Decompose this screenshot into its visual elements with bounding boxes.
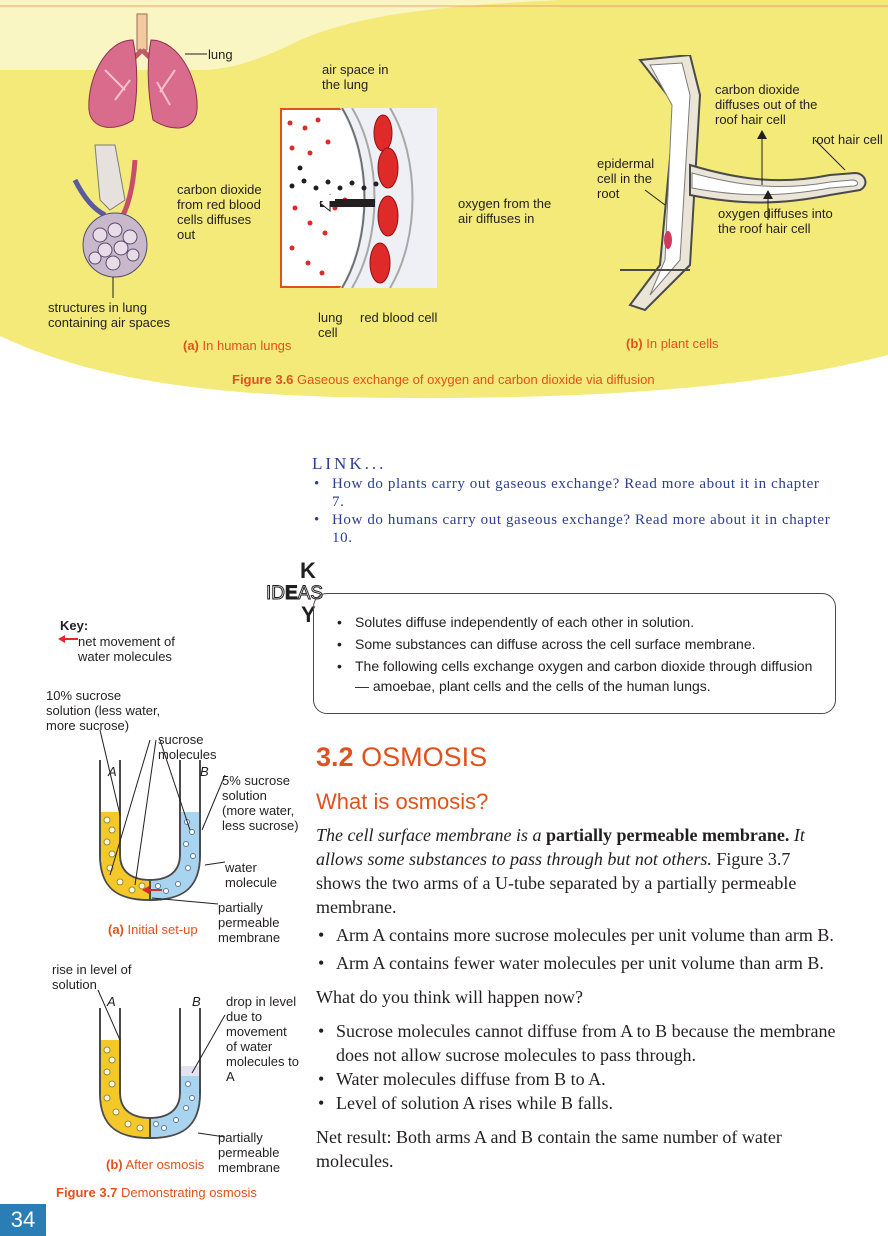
membrane-a-label: partially permeable membrane: [218, 900, 281, 945]
logo-letter: Y: [301, 602, 316, 627]
logo-letter: S: [310, 583, 324, 604]
key-item-label: net movement of water molecules: [78, 634, 175, 664]
figure-3-6-text: Gaseous exchange of oxygen and carbon dioxide via diffusion: [297, 372, 655, 387]
root-hair-label: root hair cell: [812, 132, 883, 147]
lung-detail-diagram: [280, 108, 437, 288]
red-blood-cell-label: red blood cell: [360, 310, 438, 325]
intro-paragraph: [316, 823, 838, 919]
intro-part-3: Figure 3.7 shows the two arms of a U-tube separated by a partially permeable membrane.: [316, 849, 797, 917]
oxygen-lung-label: oxygen from the air diffuses in: [458, 196, 552, 226]
arm-a-label-b: A: [107, 994, 116, 1009]
alveoli-illustration: [55, 140, 175, 300]
fig37-caption-a-prefix: (a): [108, 922, 124, 937]
fig37-caption-a: [108, 922, 198, 937]
rise-label: rise in level of solution: [52, 962, 132, 992]
bullet-item: • Water molecules diffuse from B to A.: [316, 1067, 838, 1091]
caption-a-text: In human lungs: [202, 338, 292, 353]
intro-bold: partially permeable membrane.: [545, 825, 790, 845]
key-idea-item: • The following cells exchange oxygen and carbon dioxide through diffusion — amoebae, plant cells and the cells of the human lungs.: [335, 656, 825, 696]
key-idea-item: • Solutes diffuse independently of each other in solution.: [335, 612, 825, 632]
key-ideas-content: [335, 612, 825, 698]
sucrose-5-label: 5% sucrose solution (more water, less sucrose): [222, 773, 299, 833]
fig37-caption-b: [106, 1157, 204, 1172]
caption-b-text: In plant cells: [646, 336, 719, 351]
sucrose-molecules-label: sucrose molecules: [158, 732, 217, 762]
figure-3-7b-leaders: [90, 985, 240, 1145]
sucrose-10-label: 10% sucrose solution (less water, more sucrose): [46, 688, 161, 733]
question: What do you think will happen now?: [316, 987, 583, 1007]
section-title: OSMOSIS: [361, 742, 488, 772]
air-space-label: air space in the lung: [322, 62, 389, 92]
caption-b: [626, 336, 719, 351]
bullets-1: [316, 923, 838, 975]
lungs-illustration: [75, 10, 210, 140]
arm-b-label-b: B: [192, 994, 201, 1009]
red-arrow-icon: [58, 634, 78, 644]
structures-label: structures in lung containing air spaces: [48, 300, 171, 330]
logo-letter: A: [297, 583, 311, 604]
body-text: [316, 823, 838, 1173]
link-title: LINK...: [312, 454, 387, 473]
link-item: • How do plants carry out gaseous exchange? Read more about it in chapter 7.: [312, 475, 832, 511]
water-molecule-label: water molecule: [225, 860, 278, 890]
caption-b-prefix: (b): [626, 336, 643, 351]
caption-a: [183, 338, 291, 353]
membrane-b-label: partially permeable membrane: [218, 1130, 281, 1175]
section-subtitle: What is osmosis?: [316, 789, 489, 814]
arm-b-label: B: [200, 764, 209, 779]
section-number: 3.2: [316, 742, 354, 772]
fig37-caption-a-text: Initial set-up: [127, 922, 198, 937]
page-number: 34: [0, 1204, 46, 1236]
bullet-item: • Sucrose molecules cannot diffuse from A to B because the membrane does not allow sucrose molecules to pass through.: [316, 1019, 838, 1067]
fig37-caption-b-prefix: (b): [106, 1157, 123, 1172]
logo-letter: K: [300, 558, 316, 583]
bullet-item: • Arm A contains fewer water molecules per unit volume than arm B.: [316, 951, 838, 975]
key-ideas-list: [335, 612, 825, 696]
figure-3-6-prefix: Figure 3.6: [232, 372, 294, 387]
net-result: Net result: Both arms A and B contain the same number of water molecules.: [316, 1127, 782, 1171]
key-idea-item: • Some substances can diffuse across the cell surface membrane.: [335, 634, 825, 654]
logo-letter: E: [285, 583, 298, 604]
lung-cell-label: lung cell: [318, 310, 343, 340]
logo-letter: I: [266, 583, 272, 604]
caption-a-prefix: (a): [183, 338, 199, 353]
co2-lung-label: carbon dioxide from red blood cells diffuses out: [177, 182, 262, 242]
fig37-caption-b-text: After osmosis: [125, 1157, 205, 1172]
intro-part-1: The cell surface membrane is a: [316, 825, 542, 845]
figure-3-7-text: Demonstrating osmosis: [121, 1185, 257, 1200]
co2-plant-label: carbon dioxide diffuses out of the roof hair cell: [715, 82, 818, 127]
lung-label: lung: [208, 47, 233, 62]
drop-label: drop in level due to movement of water molecules to A: [226, 994, 299, 1084]
link-item: • How do humans carry out gaseous exchange? Read more about it in chapter 10.: [312, 511, 832, 547]
bullet-item: • Arm A contains more sucrose molecules per unit volume than arm B.: [316, 923, 838, 947]
logo-letter: D: [271, 583, 286, 604]
figure-3-7-caption: [56, 1185, 257, 1200]
key-title: Key:: [60, 618, 89, 633]
link-list: [312, 475, 832, 547]
section-heading: [316, 740, 487, 774]
epidermal-label: epidermal cell in the root: [597, 156, 655, 201]
figure-3-7-prefix: Figure 3.7: [56, 1185, 118, 1200]
oxygen-plant-label: oxygen diffuses into the roof hair cell: [718, 206, 833, 236]
figure-3-6-caption: [232, 372, 655, 387]
bullets-2: [316, 1019, 838, 1115]
arm-a-label: A: [108, 764, 117, 779]
link-box: [312, 455, 832, 547]
intro-part-2: It allows some substances to pass through but not others.: [316, 825, 805, 869]
bullet-item: • Level of solution A rises while B falls.: [316, 1091, 838, 1115]
